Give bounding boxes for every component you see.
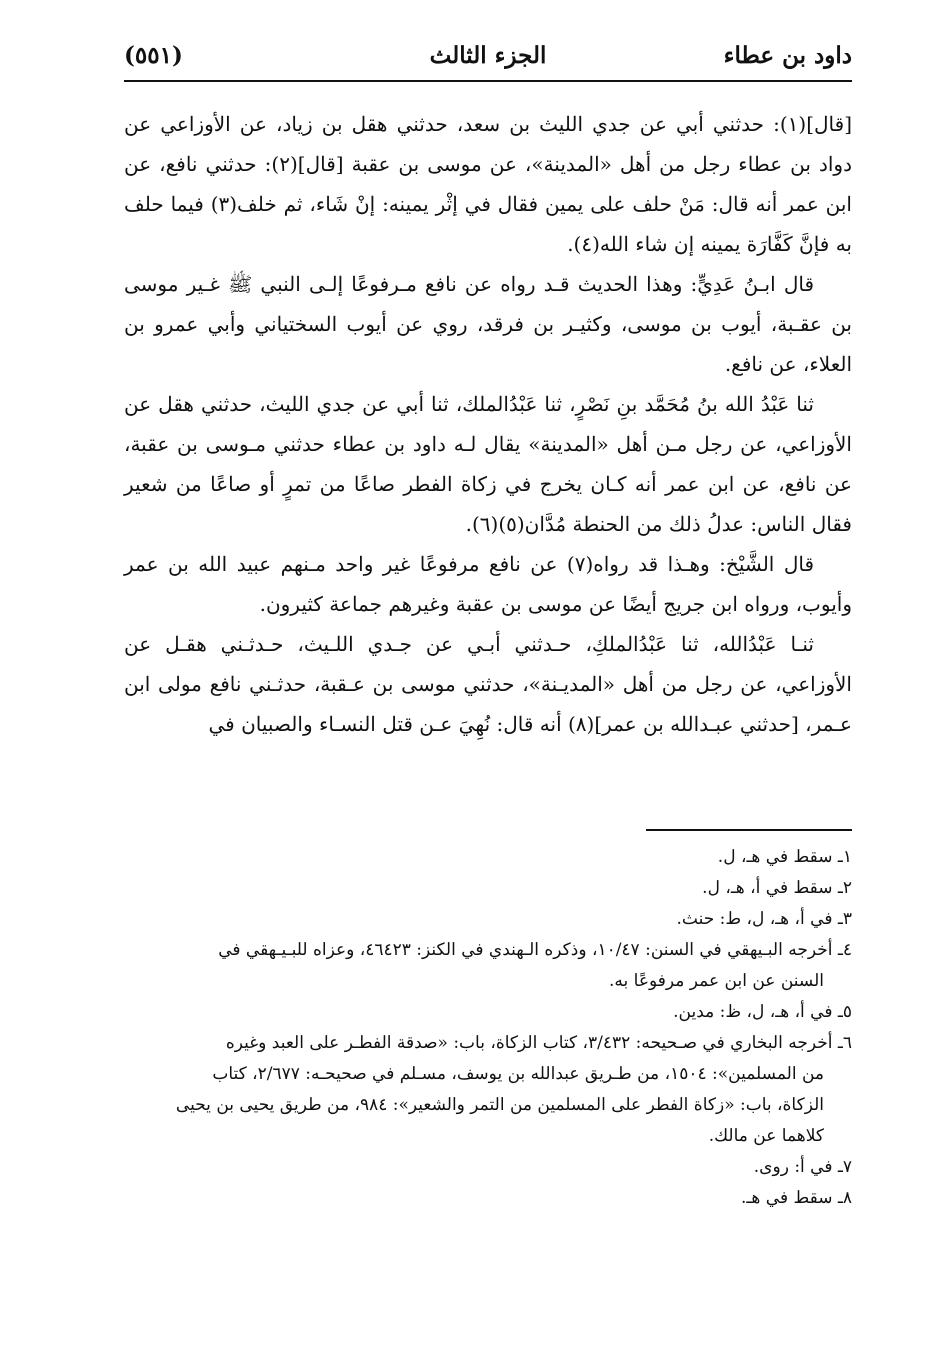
paragraph: قال الشَّيْخ: وهـذا قد رواه(٧) عن نافع مرفوعًا غير واحد مـنهم عبيد الله بن عمر وأيوب، ورواه ابن جريج أيضًا عن موسى بن عقبة وغيرهم جماعة كثيرون. (124, 552, 852, 616)
footnote: ٢ـ سقط في أ، هـ، ل. (702, 878, 852, 898)
footnote: ٦ـ أخرجه البخاري في صـحيحه: ٣/٤٣٢، كتاب الزكاة، باب: «صدقة الفطـر على العبد وغيره (225, 1033, 852, 1053)
footnote-continuation: السنن عن ابن عمر مرفوعًا به. (609, 971, 824, 991)
footnote: ٣ـ في أ، هـ، ل، ط: حنث. (676, 909, 852, 929)
footnote: ٤ـ أخرجه البـيهقي في السنن: ١٠/٤٧، وذكره الـهندي في الكنز: ٤٦٤٢٣، وعزاه للبـيـهقي في (218, 940, 852, 960)
footnote-continuation: كلاهما عن مالك. (708, 1126, 824, 1146)
footnote: ٨ـ سقط في هـ. (741, 1188, 852, 1208)
running-title: داود بن عطاء (723, 42, 852, 69)
footnotes (124, 842, 852, 1214)
page-header (124, 36, 852, 82)
paragraph: [قال](١): حدثني أبي عن جدي الليث بن سعد، حدثني هقل بن زياد، عن الأوزاعي عن دواد بن عطاء رجل من أهل «المدينة»، عن موسى بن عقبة [قال](٢): حدثني نافع، عن ابن عمر أنه قال: مَنْ حلف على يمين فقال في إثْر يمينه: إنْ شَاء، ثم خلف(٣) فيما حلف به فإنَّ كَفَّارَة يمينه إن شاء الله(٤). (124, 112, 852, 256)
footnote: ٥ـ في أ، هـ، ل، ظ: مدين. (673, 1002, 852, 1022)
footnote-continuation: الزكاة، باب: «زكاة الفطر على المسلمين من التمر والشعير»: ٩٨٤، من طريق يحيى بن يحيى (175, 1095, 824, 1115)
footnote: ٧ـ في أ: روى. (753, 1157, 852, 1177)
volume-title: الجزء الثالث (429, 42, 547, 69)
footnote: ١ـ سقط في هـ، ل. (717, 847, 852, 867)
footnote-continuation: من المسلمين»: ١٥٠٤، من طـريق عبدالله بن يوسف، مسـلم في صحيحـه: ٢/٦٧٧، كتاب (212, 1064, 824, 1084)
paragraph: قال ابـنُ عَدِيٍّ: وهذا الحديث قـد رواه عن نافع مـرفوعًا إلـى النبي ﷺ غـير موسى بن عقـبة، أيوب بن موسى، وكثيـر بن فرقد، روي عن أيوب السختياني وأبي عمرو بن العلاء، عن نافع. (124, 272, 852, 376)
paragraph: ثنـا عَبْدُالله، ثنا عَبْدُالملكِ، حـدثني أبـي عن جـدي اللـيث، حـدثـني هقـل عن الأوزاعي، عن رجل من أهل «المديـنة»، حدثني موسى بن عـقبة، حدثـني نافع مولى ابن عـمر، [حدثني عبـدالله بن عمر](٨) أنه قال: نُهِيَ عـن قتل النسـاء والصبيان في (124, 632, 852, 736)
main-text (124, 104, 852, 744)
footnote-divider (646, 829, 852, 831)
paragraph: ثنا عَبْدُ الله بنُ مُحَمَّد بنِ نَصْرٍ، ثنا عَبْدُالملك، ثنا أبي عن جدي الليث، حدثني هقل عن الأوزاعي، عن رجل مـن أهل «المدينة» يقال لـه داود بن عطاء حدثني مـوسى بن عقبة، عن نافع، عن ابن عمر أنه كـان يخرج في زكاة الفطر صاعًا من تمرٍ أو صاعًا من شعير فقال الناس: عدلُ ذلك من الحنطة مُدَّان(٥)(٦). (124, 392, 852, 536)
page-number: (٥٥١) (124, 42, 183, 69)
